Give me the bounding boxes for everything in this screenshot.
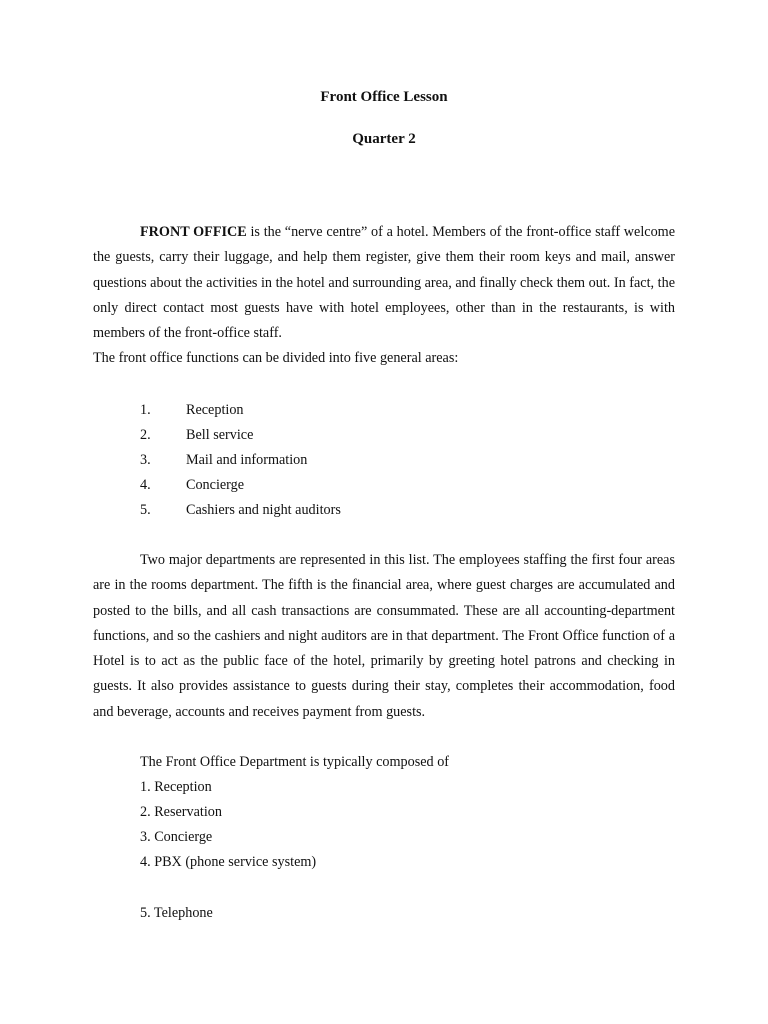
list-item-number: 5.: [140, 502, 151, 519]
intro-body: is the “nerve centre” of a hotel. Members of the front-office staff welcome the guests, carry their luggage, and help them register, give them their room keys and mail, answer questions about the activities in the hotel and surrounding area, and finally check them out. In fact, the only direct contact most guests have with hotel employees, other than in the restaurants, is with members of the front-office staff.: [93, 224, 675, 342]
list-item-number: 4.: [140, 477, 151, 494]
list-item: [140, 448, 341, 473]
department-intro: The Front Office Department is typically composed of: [140, 754, 450, 770]
list-item: [140, 473, 341, 498]
department-item: 4. PBX (phone service system): [140, 854, 317, 870]
department-item: 2. Reservation: [140, 804, 222, 820]
list-item: [140, 398, 341, 423]
department-item: 5. Telephone: [140, 905, 213, 921]
second-paragraph: Two major departments are represented in this list. The employees staffing the first four areas are in the rooms department. The fifth is the financial area, where guest charges are accumulated and posted to the bills, and all cash transactions are consummated. These are all accounting-department functions, and so the cashiers and night auditors are in that department. The Front Office function of a Hotel is to act as the public face of the hotel, primarily by greeting hotel patrons and checking in guests. It also provides assistance to guests during their stay, completes their accommodation, food and beverage, accounts and receives payment from guests.: [93, 552, 675, 720]
intro-last-line: The front office functions can be divided into five general areas:: [93, 350, 459, 367]
list-item-number: 1.: [140, 402, 151, 418]
document-subtitle: Quarter 2: [352, 131, 416, 147]
list-item-label: Cashiers and night auditors: [186, 502, 341, 519]
list-item-label: Bell service: [186, 427, 254, 444]
list-item: [140, 498, 341, 523]
list-item-label: Reception: [186, 402, 244, 418]
department-item: 1. Reception: [140, 779, 212, 795]
department-item: 3. Concierge: [140, 829, 213, 845]
list-item: [140, 423, 341, 448]
intro-paragraph: [93, 220, 675, 372]
list-item-number: 3.: [140, 452, 151, 469]
document-title: Front Office Lesson: [320, 89, 448, 105]
list-item-label: Concierge: [186, 477, 245, 494]
list-item-label: Mail and information: [186, 452, 308, 469]
intro-term: FRONT OFFICE: [140, 224, 247, 240]
list-item-number: 2.: [140, 427, 151, 444]
functions-list: [140, 398, 341, 523]
